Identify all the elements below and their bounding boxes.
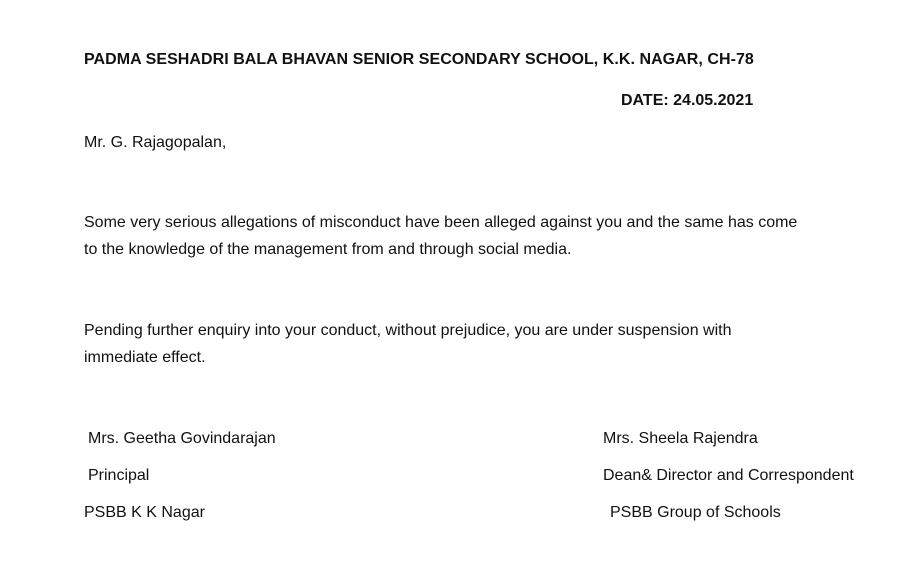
- school-header: PADMA SESHADRI BALA BHAVAN SENIOR SECONDARY SCHOOL, K.K. NAGAR, CH-78: [84, 51, 754, 68]
- right-signatory-organization: PSBB Group of Schools: [610, 504, 781, 521]
- left-signatory-name: Mrs. Geetha Govindarajan: [88, 430, 276, 447]
- right-signatory-title: Dean& Director and Correspondent: [603, 467, 854, 484]
- left-signatory-organization: PSBB K K Nagar: [84, 504, 205, 521]
- letter-date: DATE: 24.05.2021: [621, 92, 754, 109]
- paragraph-2-line-1: Pending further enquiry into your conduct, without prejudice, you are under suspension with: [84, 322, 732, 339]
- paragraph-1-line-2: to the knowledge of the management from and through social media.: [84, 241, 572, 258]
- paragraph-1-line-1: Some very serious allegations of misconduct have been alleged against you and the same has come: [84, 214, 798, 231]
- right-signatory-name: Mrs. Sheela Rajendra: [603, 430, 758, 447]
- paragraph-2-line-2: immediate effect.: [84, 349, 206, 366]
- salutation: Mr. G. Rajagopalan,: [84, 134, 227, 151]
- left-signatory-title: Principal: [88, 467, 150, 484]
